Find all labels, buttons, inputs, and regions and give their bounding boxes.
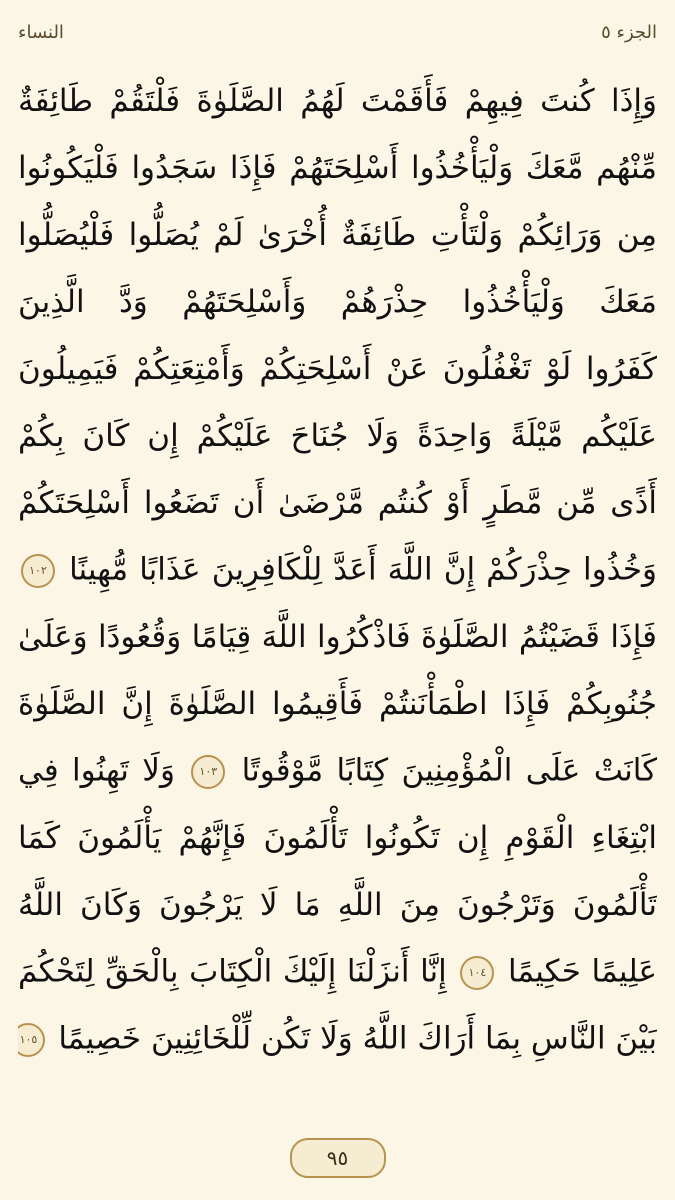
verse-text: وَخُذُوا حِذْرَكُمْ إِنَّ اللَّهَ أَعَدَّ لِلْكَافِرِينَ عَذَابًا مُّهِينًا	[69, 551, 657, 587]
verse-text: بَيْنَ النَّاسِ بِمَا أَرَاكَ اللَّهُ وَلَا تَكُن لِّلْخَائِنِينَ خَصِيمًا	[58, 1020, 657, 1056]
verse-text: مِن وَرَائِكُمْ وَلْتَأْتِ طَائِفَةٌ أُخْرَىٰ لَمْ يُصَلُّوا فَلْيُصَلُّوا	[18, 217, 657, 253]
quran-line-text	[18, 351, 657, 387]
verse-text: أَذًى مِّن مَّطَرٍ أَوْ كُنتُم مَّرْضَىٰ أَن تَضَعُوا أَسْلِحَتَكُمْ	[18, 485, 657, 521]
verse-text: تَأْلَمُونَ وَتَرْجُونَ مِنَ اللَّهِ مَا لَا يَرْجُونَ وَكَانَ اللَّهُ	[18, 887, 657, 923]
quran-line	[18, 1006, 657, 1073]
quran-line	[18, 604, 657, 671]
quran-line-text	[18, 217, 657, 253]
quran-line-text	[18, 551, 657, 588]
quran-line	[18, 805, 657, 872]
verse-text: مَعَكَ وَلْيَأْخُذُوا حِذْرَهُمْ وَأَسْلِحَتَهُمْ وَدَّ الَّذِينَ	[18, 284, 657, 320]
verse-text: جُنُوبِكُمْ فَإِذَا اطْمَأْنَنتُمْ فَأَقِيمُوا الصَّلَوٰةَ إِنَّ الصَّلَوٰةَ	[18, 686, 657, 722]
quran-line	[18, 336, 657, 403]
quran-line-text	[18, 686, 657, 722]
verse-text: إِنَّا أَنزَلْنَا إِلَيْكَ الْكِتَابَ بِالْحَقِّ لِتَحْكُمَ	[18, 953, 447, 989]
quran-line-text	[18, 150, 657, 186]
page-number-badge: ٩٥	[290, 1138, 386, 1178]
verse-text: وَلَا تَهِنُوا فِي	[18, 752, 175, 788]
verse-text: مِّنْهُم مَّعَكَ وَلْيَأْخُذُوا أَسْلِحَتَهُمْ فَإِذَا سَجَدُوا فَلْيَكُونُوا	[18, 150, 657, 186]
verse-text: عَلِيمًا حَكِيمًا	[507, 953, 657, 989]
page-footer	[0, 1138, 675, 1178]
quran-line-text	[18, 752, 657, 789]
quran-line	[18, 939, 657, 1006]
surah-name: النساء	[18, 21, 64, 43]
quran-line	[18, 269, 657, 336]
verse-text: كَفَرُوا لَوْ تَغْفُلُونَ عَنْ أَسْلِحَتِكُمْ وَأَمْتِعَتِكُمْ فَيَمِيلُونَ	[18, 351, 657, 387]
verse-text: ابْتِغَاءِ الْقَوْمِ إِن تَكُونُوا تَأْلَمُونَ فَإِنَّهُمْ يَأْلَمُونَ كَمَا	[18, 820, 657, 856]
quran-line	[18, 470, 657, 537]
page-header	[18, 12, 657, 52]
quran-line	[18, 872, 657, 939]
quran-line-text	[18, 820, 657, 856]
quran-line-text	[18, 619, 657, 655]
quran-text	[18, 68, 657, 1073]
verse-text: فَإِذَا قَضَيْتُمُ الصَّلَوٰةَ فَاذْكُرُوا اللَّهَ قِيَامًا وَقُعُودًا وَعَلَىٰ	[18, 619, 657, 655]
quran-line-text	[18, 1020, 657, 1057]
ayah-number-marker: ١٠٢	[21, 554, 55, 588]
quran-line-text	[18, 418, 657, 454]
verse-text: كَانَتْ عَلَى الْمُؤْمِنِينَ كِتَابًا مَّوْقُوتًا	[241, 752, 657, 788]
ayah-number-marker: ١٠٤	[460, 956, 494, 990]
quran-line	[18, 403, 657, 470]
juz-label: الجزء ٥	[601, 21, 657, 43]
quran-line-text	[18, 83, 657, 119]
quran-line	[18, 537, 657, 604]
quran-line-text	[18, 887, 657, 923]
quran-line-text	[18, 953, 657, 990]
ayah-number-marker: ١٠٣	[191, 755, 225, 789]
verse-text: وَإِذَا كُنتَ فِيهِمْ فَأَقَمْتَ لَهُمُ الصَّلَوٰةَ فَلْتَقُمْ طَائِفَةٌ	[18, 83, 657, 119]
quran-line-text	[18, 284, 657, 320]
quran-line-text	[18, 485, 657, 521]
quran-line	[18, 202, 657, 269]
ayah-number-marker: ١٠٥	[18, 1023, 45, 1057]
quran-line	[18, 738, 657, 805]
quran-line	[18, 68, 657, 135]
verse-text: عَلَيْكُم مَّيْلَةً وَاحِدَةً وَلَا جُنَاحَ عَلَيْكُمْ إِن كَانَ بِكُمْ	[18, 418, 657, 454]
quran-line	[18, 671, 657, 738]
quran-line	[18, 135, 657, 202]
